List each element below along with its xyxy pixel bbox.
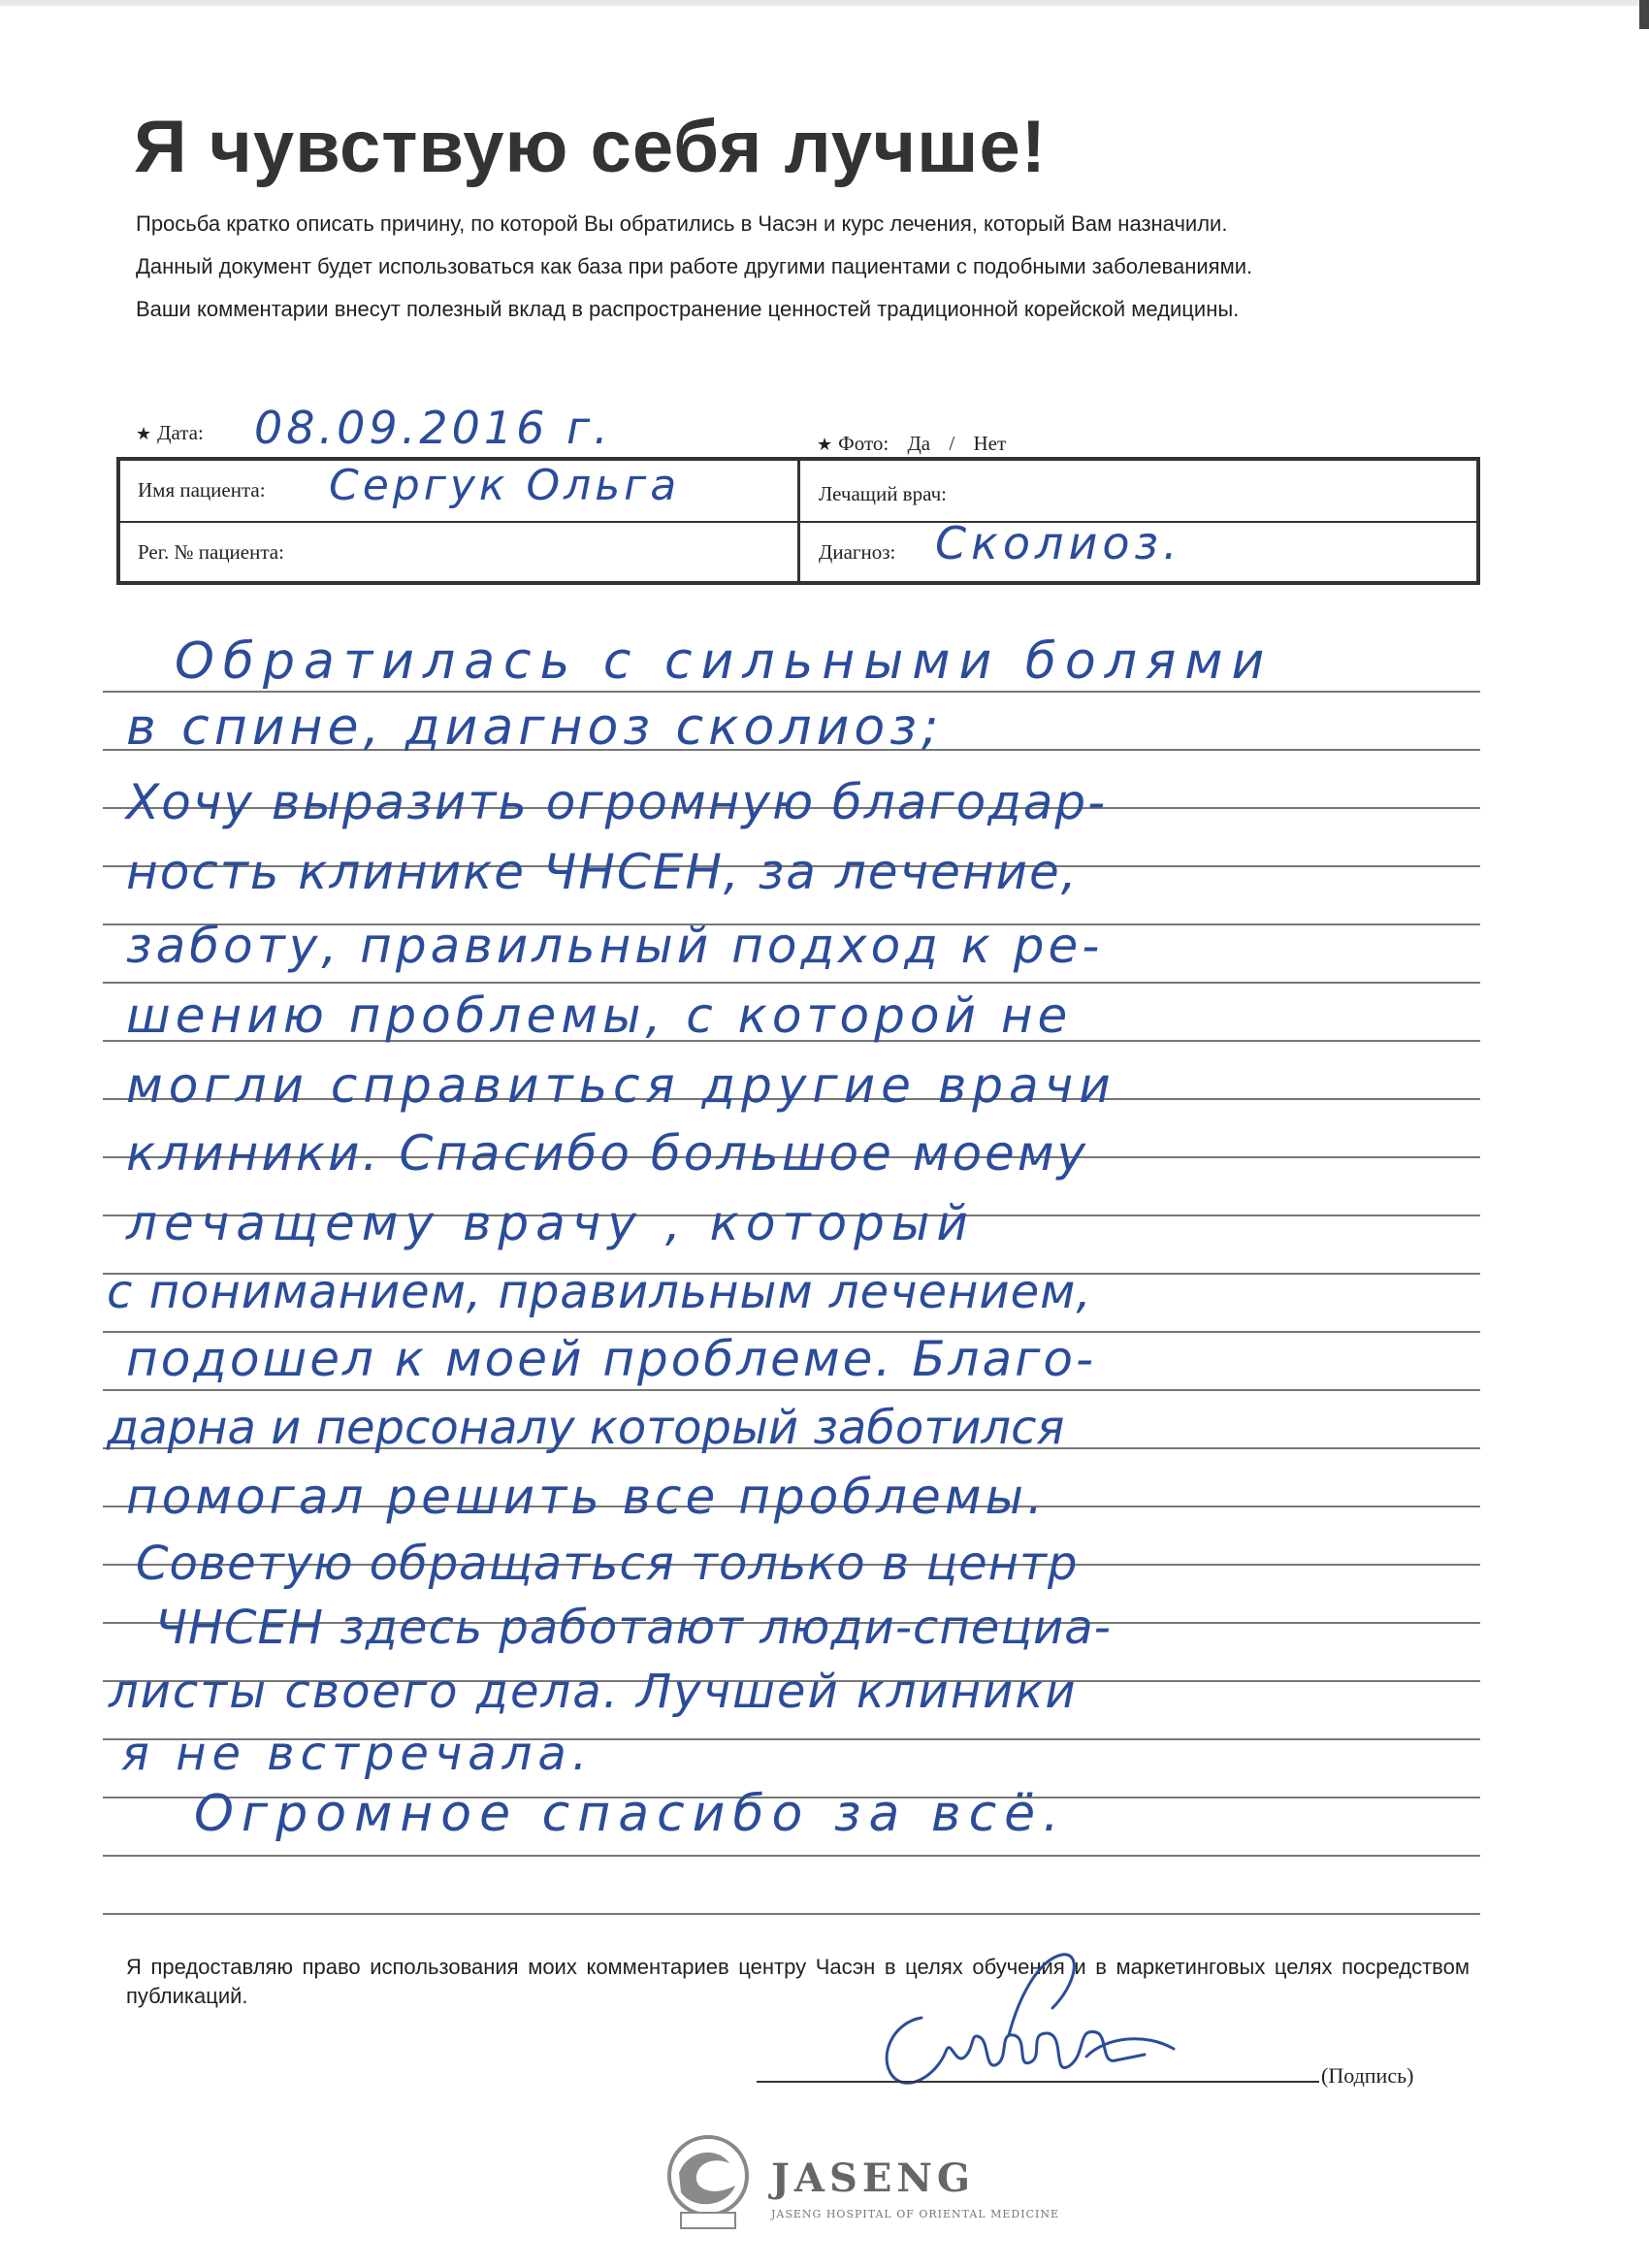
handwritten-line: Советую обращаться только в центр [136,1537,1079,1591]
handwritten-line: Огромное спасибо за всё. [194,1785,1067,1843]
star-icon: ★ [817,435,833,454]
ruled-line [103,1855,1480,1857]
handwritten-line: в спине, диагноз сколиоз; [126,698,944,757]
ruled-line [103,1389,1480,1391]
handwritten-line: шению проблемы, с которой не [126,988,1073,1044]
photo-separator: / [949,432,955,455]
photo-yes: Да [907,432,931,455]
form-title: Я чувствую себя лучше! [134,106,1048,188]
diagnosis-label: Диагноз: [819,540,896,564]
reg-number-label: Рег. № пациента: [138,540,284,564]
ruled-line [103,982,1480,984]
photo-label: Фото: [838,432,889,455]
handwritten-line: заботу, правильный подход к ре- [126,918,1104,974]
handwritten-line: лечащему врачу , который [126,1195,975,1251]
intro-line: Ваши комментарии внесут полезный вклад в распространение ценностей традиционной корейской медицины. [136,297,1240,321]
star-icon: ★ [136,424,152,443]
date-field [136,421,204,445]
handwritten-line: с пониманием, правильным лечением, [107,1265,1092,1319]
date-value: 08.09.2016 г. [254,402,612,454]
signature-caption: (Подпись) [1321,2063,1414,2088]
ruled-line [103,691,1480,693]
patient-name-label: Имя пациента: [138,478,266,502]
photo-no: Нет [973,432,1007,455]
handwritten-line: Хочу выразить огромную благодар- [126,774,1108,830]
consent-statement [126,1953,1470,2011]
intro-text [136,209,1494,337]
signature-stroke [887,1955,1174,2083]
scan-edge [0,0,1649,6]
handwritten-line: подошел к моей проблеме. Благо- [126,1331,1097,1387]
handwritten-line: ЧНСЕН здесь работают люди-специа- [155,1601,1112,1655]
table-divider [120,521,1476,523]
diagnosis-value: Сколиоз. [935,517,1182,569]
photo-field [817,432,1006,456]
handwritten-line: помогал решить все проблемы. [126,1469,1047,1525]
ruled-line [103,1913,1480,1915]
handwritten-line: ность клинике ЧНСЕН, за лечение, [126,844,1079,900]
handwritten-line: клиники. Спасибо большое моему [126,1125,1089,1182]
logo-subtitle: JASENG HOSPITAL OF ORIENTAL MEDICINE [771,2208,1060,2220]
intro-line: Данный документ будет использоваться как база при работе другими пациентами с подобными заболеваниями. [136,254,1253,278]
doctor-label: Лечащий врач: [819,482,947,505]
signature-line [757,2081,1319,2083]
handwritten-line: могли справиться другие врачи [126,1057,1116,1114]
logo-wordmark: JASENG [771,2155,976,2201]
logo-ribbon [681,2213,735,2228]
intro-line: Просьба кратко описать причину, по которой Вы обратились в Часэн и курс лечения, который Вам назначили. [136,211,1228,236]
handwritten-line: листы своего дела. Лучшей клиники [109,1665,1078,1719]
jaseng-logo-emblem [660,2129,757,2236]
handwritten-line: я не встречала. [121,1727,594,1781]
patient-name-value: Сергук Ольга [329,461,681,510]
patient-info-table [116,457,1480,585]
consent-text: Я предоставляю право использования моих комментариев центру Часэн в целях обучения и в маркетинговых целях посредством публикаций. [126,1955,1470,2008]
handwritten-line: Обратилась с сильными болями [175,632,1274,691]
handwritten-line: дарна и персоналу который заботился [107,1401,1065,1455]
date-label: Дата: [157,421,204,444]
scan-corner [1639,0,1649,29]
